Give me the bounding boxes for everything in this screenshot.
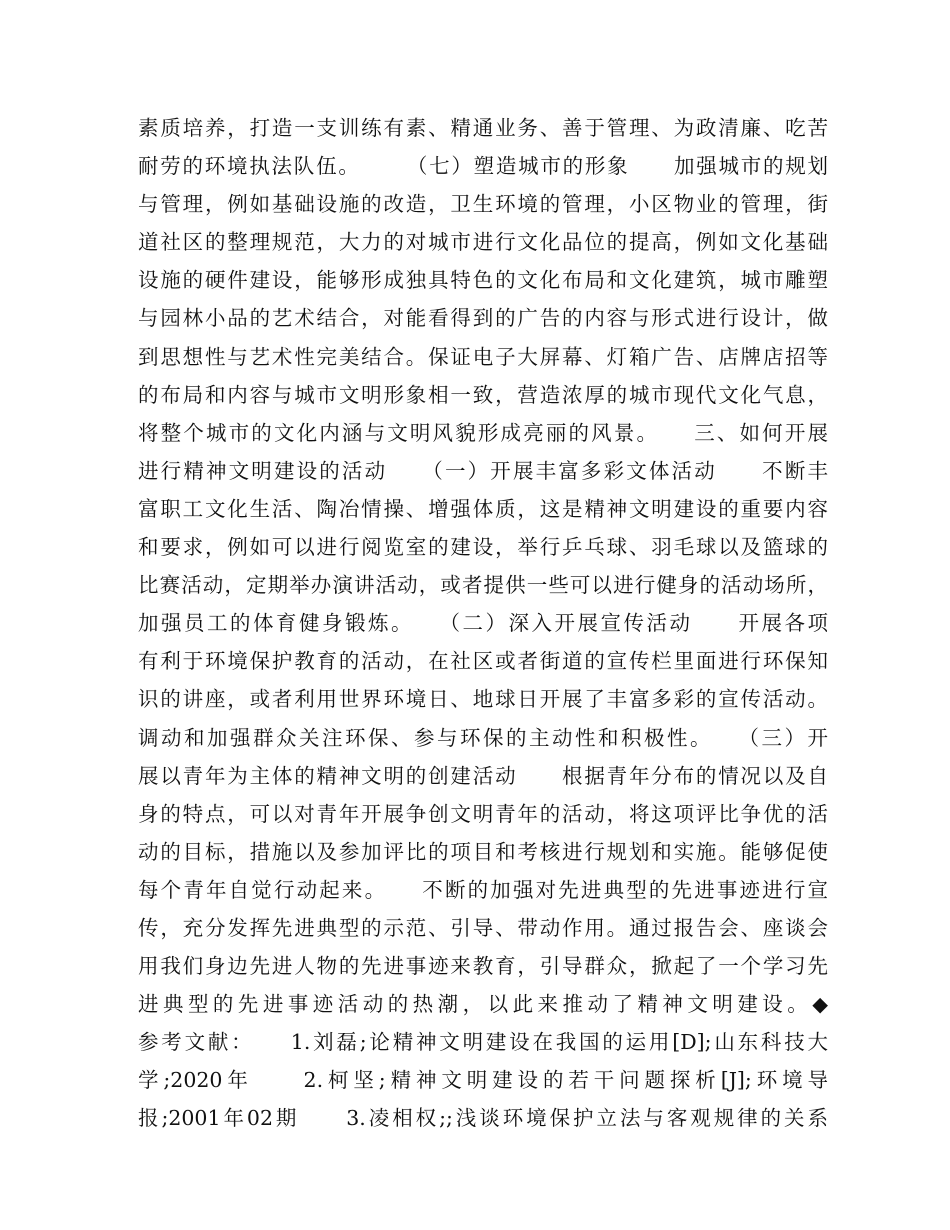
reference-line: 学;2020年 2.柯坚;精神文明建设的若干问题探析[J];环境导 [138, 1068, 828, 1093]
text-line: 展以青年为主体的精神文明的创建活动 根据青年分布的情况以及自 [138, 763, 828, 788]
text-line: 与园林小品的艺术结合，对能看得到的广告的内容与形式进行设计，做 [138, 306, 828, 331]
text-line: 加强员工的体育健身锻炼。 （二）深入开展宣传活动 开展各项 [138, 611, 828, 636]
text-line: 将整个城市的文化内涵与文明风貌形成亮丽的风景。 三、如何开展 [138, 420, 828, 445]
text-line: 进典型的先进事迹活动的热潮，以此来推动了精神文明建设。◆ [138, 992, 828, 1017]
text-line: 用我们身边先进人物的先进事迹来教育，引导群众，掀起了一个学习先 [138, 954, 828, 979]
text-line: 传，充分发挥先进典型的示范、引导、带动作用。通过报告会、座谈会 [138, 915, 828, 940]
reference-line: 参考文献： 1.刘磊;论精神文明建设在我国的运用[D];山东科技大 [138, 1030, 828, 1055]
body-text [138, 109, 828, 1138]
text-line: 调动和加强群众关注环保、参与环保的主动性和积极性。 （三）开 [138, 725, 828, 750]
text-line: 的布局和内容与城市文明形象相一致，营造浓厚的城市现代文化气息， [138, 382, 828, 407]
text-line: 耐劳的环境执法队伍。 （七）塑造城市的形象 加强城市的规划 [138, 154, 828, 179]
text-line: 身的特点，可以对青年开展争创文明青年的活动，将这项评比争优的活 [138, 801, 828, 826]
reference-line: 报;2001年02期 3.凌相权;;浅谈环境保护立法与客观规律的关系 [138, 1106, 828, 1131]
text-line: 到思想性与艺术性完美结合。保证电子大屏幕、灯箱广告、店牌店招等 [138, 344, 828, 369]
text-line: 进行精神文明建设的活动 （一）开展丰富多彩文体活动 不断丰 [138, 458, 828, 483]
text-line: 有利于环境保护教育的活动，在社区或者街道的宣传栏里面进行环保知 [138, 649, 828, 674]
text-line: 动的目标，措施以及参加评比的项目和考核进行规划和实施。能够促使 [138, 839, 828, 864]
text-line: 识的讲座，或者利用世界环境日、地球日开展了丰富多彩的宣传活动。 [138, 687, 828, 712]
text-line: 道社区的整理规范，大力的对城市进行文化品位的提高，例如文化基础 [138, 230, 828, 255]
text-line: 与管理，例如基础设施的改造，卫生环境的管理，小区物业的管理，街 [138, 192, 828, 217]
text-line: 素质培养，打造一支训练有素、精通业务、善于管理、为政清廉、吃苦 [138, 116, 828, 140]
text-line: 和要求，例如可以进行阅览室的建设，举行乒乓球、羽毛球以及篮球的 [138, 535, 828, 560]
text-line: 每个青年自觉行动起来。 不断的加强对先进典型的先进事迹进行宣 [138, 877, 828, 902]
text-line: 设施的硬件建设，能够形成独具特色的文化布局和文化建筑，城市雕塑 [138, 268, 828, 293]
text-line: 比赛活动，定期举办演讲活动，或者提供一些可以进行健身的活动场所， [138, 573, 828, 598]
text-line: 富职工文化生活、陶冶情操、增强体质，这是精神文明建设的重要内容 [138, 496, 828, 521]
